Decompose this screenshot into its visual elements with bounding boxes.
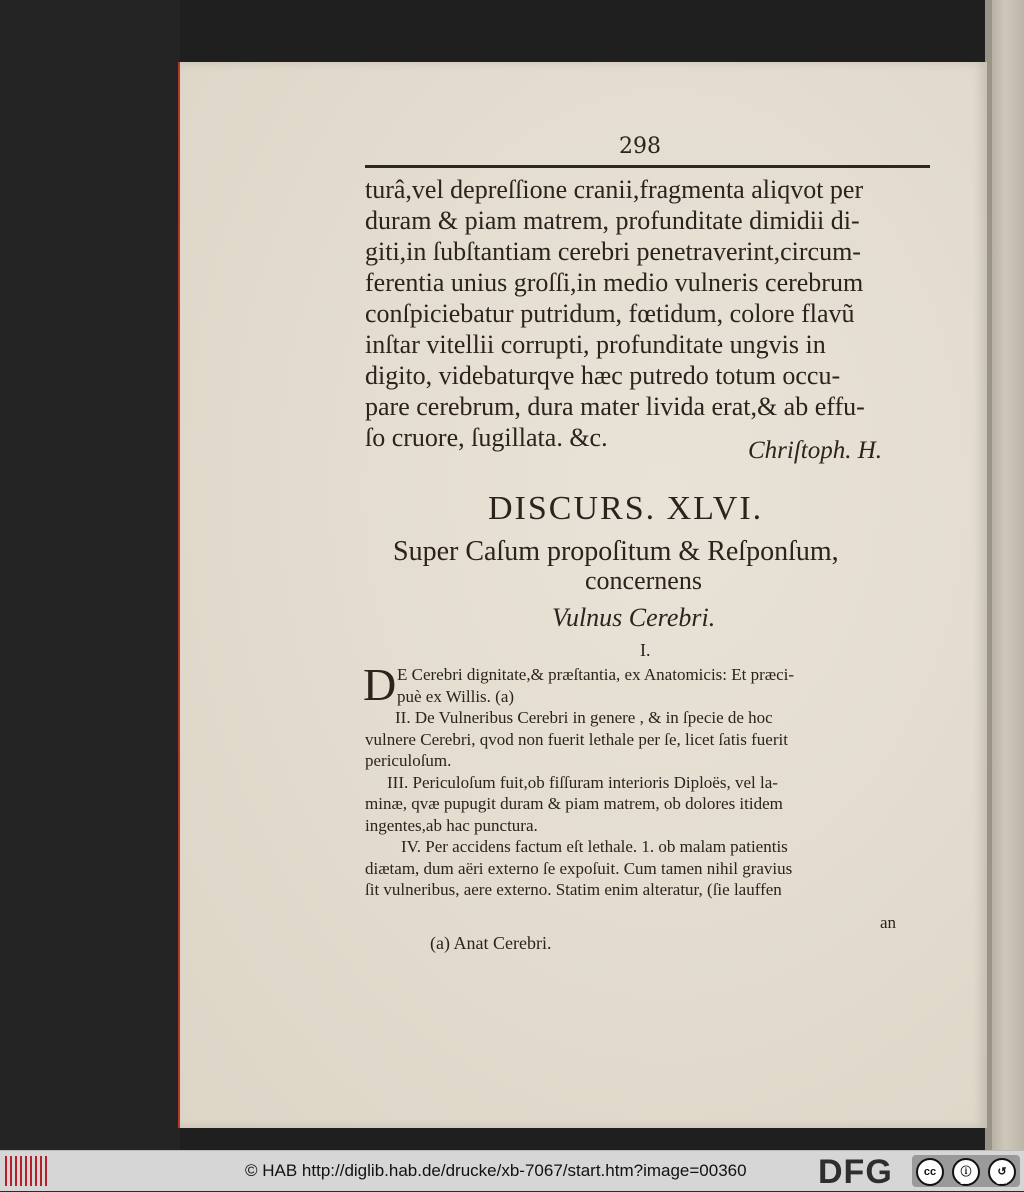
footnote: (a) Anat Cerebri. bbox=[430, 933, 552, 953]
paragraph-line: ingentes,ab hac punctura. bbox=[365, 815, 538, 835]
paragraph-line: II. De Vulneribus Cerebri in genere , & in ſpecie de hoc bbox=[395, 708, 773, 727]
by-icon: ⓘ bbox=[952, 1158, 980, 1186]
body-line: duram & piam matrem, profunditate dimidii di- bbox=[365, 206, 860, 235]
header-rule bbox=[365, 165, 930, 168]
paragraph-line: puè ex Willis. (a) bbox=[397, 686, 515, 706]
body-line: digito, videbaturqve hæc putredo totum occu- bbox=[365, 361, 841, 390]
paragraph-line: ſit vulneribus, aere externo. Statim enim alteratur, (ſie lauffen bbox=[365, 880, 782, 899]
paragraph-line: III. Periculoſum fuit,ob fiſſuram interioris Diploës, vel la- bbox=[387, 772, 778, 792]
paragraph-block bbox=[363, 659, 930, 901]
body-line: inſtar vitellii corrupti, profunditate ungvis in bbox=[365, 330, 826, 359]
adjacent-page-strip bbox=[992, 0, 1024, 1150]
body-line: ſo cruore, ſugillata. &c. bbox=[365, 423, 608, 452]
page-number: 298 bbox=[619, 134, 661, 159]
paragraph-line: IV. Per accidens factum eſt lethale. 1. ob malam patientis bbox=[401, 837, 788, 856]
viewer-footer bbox=[0, 1150, 1024, 1191]
body-line: pare cerebrum, dura mater livida erat,& ab effu- bbox=[365, 392, 865, 421]
body-line: ferentia unius groſſi,in medio vulneris cerebrum bbox=[365, 268, 864, 297]
paragraph-line: diætam, dum aëri externo ſe expoſuit. Cum tamen nihil gravius bbox=[365, 858, 793, 878]
sa-icon: ↺ bbox=[988, 1158, 1016, 1186]
discurs-title: DISCURS. XLVI. bbox=[488, 490, 764, 527]
cc-icon: cc bbox=[916, 1158, 944, 1186]
body-line: turâ,vel depreſſione cranii,fragmenta aliqvot per bbox=[365, 175, 864, 204]
paragraph-line: E Cerebri dignitate,& præſtantia, ex Anatomicis: Et præci- bbox=[397, 665, 795, 684]
subtitle-line-2: concernens bbox=[585, 566, 702, 595]
subtitle-line-3: Vulnus Cerebri. bbox=[552, 603, 716, 632]
signature: Chriſtoph. H. bbox=[748, 437, 883, 464]
body-line: giti,in ſubſtantiam cerebri penetraverint,circum- bbox=[365, 237, 861, 266]
paragraph-line: vulnere Cerebri, qvod non fuerit lethale per ſe, licet ſatis fuerit bbox=[365, 729, 788, 749]
body-line: conſpiciebatur putridum, fœtidum, colore flavũ bbox=[365, 299, 855, 328]
paragraph-line: periculoſum. bbox=[365, 751, 452, 770]
subtitle-line-1: Super Caſum propoſitum & Reſponſum, bbox=[393, 536, 839, 567]
by-label: BY bbox=[960, 1177, 971, 1186]
source-url[interactable]: © HAB http://diglib.hab.de/drucke/xb-7067/start.htm?image=00360 bbox=[245, 1161, 747, 1180]
catchword: an bbox=[880, 913, 897, 932]
dfg-logo: DFG bbox=[818, 1153, 893, 1191]
cc-license-badge[interactable] bbox=[912, 1155, 1020, 1187]
section-numeral: I. bbox=[640, 640, 651, 660]
paragraph-line: minæ, qvæ pupugit duram & piam matrem, ob dolores itidem bbox=[365, 794, 783, 813]
scanner-background-left bbox=[0, 0, 180, 1150]
drop-capital: D bbox=[363, 659, 397, 710]
barcode-icon bbox=[5, 1156, 47, 1186]
sa-label: SA bbox=[996, 1177, 1007, 1186]
